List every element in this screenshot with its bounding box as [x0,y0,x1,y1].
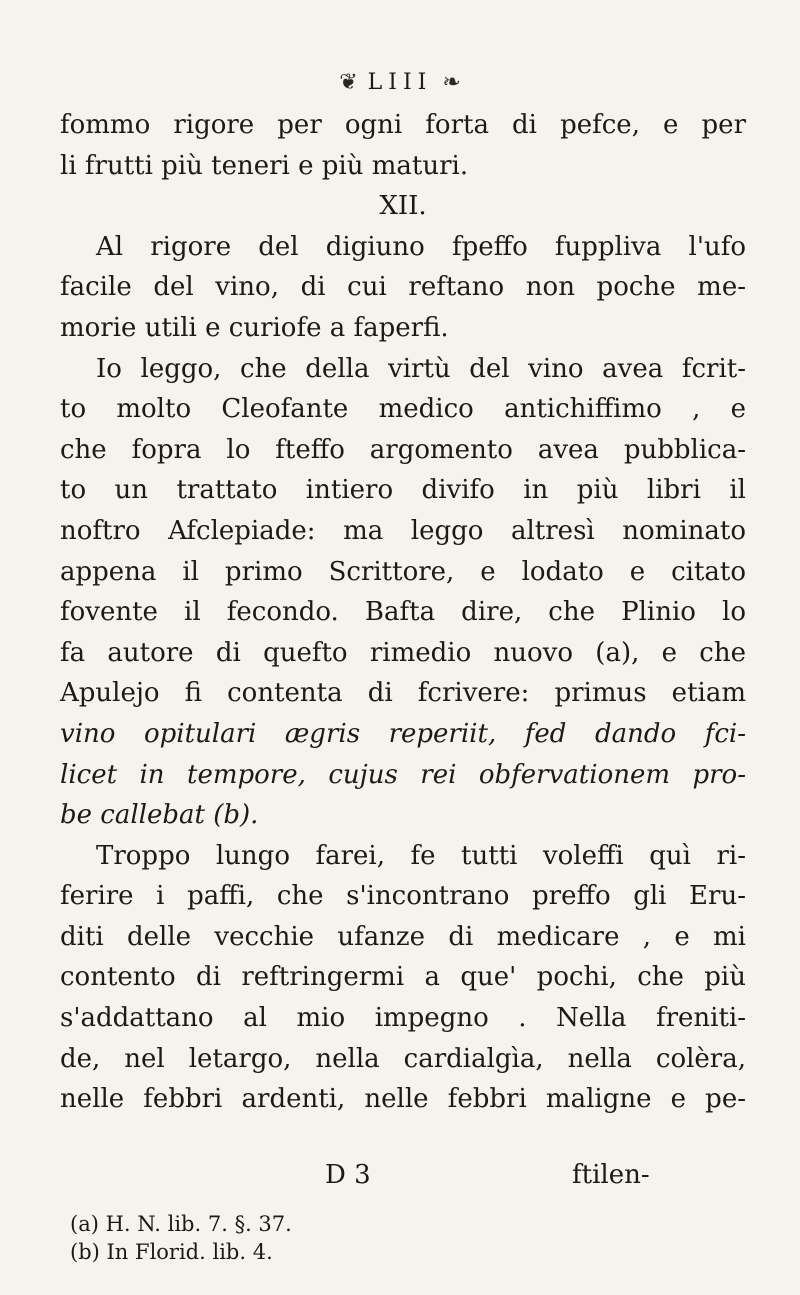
text-line: nelle febbri ardenti, nelle febbri maligne e pe- [60,1084,746,1115]
footnotes [70,1210,292,1266]
section-heading: XII. [379,191,427,222]
text-line: fovente il fecondo. Bafta dire, che Plinio lo [60,597,746,628]
text-line: facile del vino, di cui reftano non poche me- [60,272,746,303]
footnote: (a) H. N. lib. 7. §. 37. [70,1212,292,1236]
text-line: noftro Afclepiade: ma leggo altresì nominato [60,515,746,546]
text-line: contento di reftringermi a que' pochi, che più [60,962,746,993]
footnote: (b) In Florid. lib. 4. [70,1240,273,1264]
text-line: s'addattano al mio impegno . Nella freniti- [60,1003,746,1034]
text-line: Apulejo fi contenta di fcrivere: primus etiam [60,678,746,709]
text-line-italic: be callebat (b). [60,800,259,831]
page-number: LIII [367,70,433,95]
right-ornament-icon: ❧ [442,70,461,95]
text-line: ferire i paffi, che s'incontrano preffo gli Eru- [60,881,746,912]
text-line-italic: vino opitulari ægris reperiit, fed dando fci- [60,718,746,749]
text-line: Troppo lungo farei, fe tutti voleffi quì ri- [96,840,746,871]
signature-mark: D 3 [325,1160,371,1190]
text-line: fommo rigore per ogni forta di pefce, e per [60,110,746,140]
text-line: to molto Cleofante medico antichiffimo , e [60,394,746,425]
text-line: che fopra lo fteffo argomento avea pubblica- [60,434,746,465]
text-line: Al rigore del digiuno fpeffo fuppliva l'ufo [96,231,746,262]
text-line: li frutti più teneri e più maturi. [60,150,469,181]
left-ornament-icon: ❦ [339,70,358,95]
text-line: diti delle vecchie ufanze di medicare , e mi [60,921,746,952]
page-header [0,70,800,95]
text-line: to un trattato intiero divifo in più libri il [60,475,746,506]
text-line: appena il primo Scrittore, e lodato e citato [60,556,746,587]
text-line-italic: licet in tempore, cujus rei obfervationem pro- [60,759,746,790]
text-line: de, nel letargo, nella cardialgìa, nella colèra, [60,1043,746,1074]
text-line: fa autore di quefto rimedio nuovo (a), e che [60,637,746,668]
body-text [60,105,746,1120]
text-line: morie utili e curiofe a faperfi. [60,312,449,343]
catchword: ftilen- [572,1160,650,1190]
text-line: Io leggo, che della virtù del vino avea fcrit- [96,353,746,384]
